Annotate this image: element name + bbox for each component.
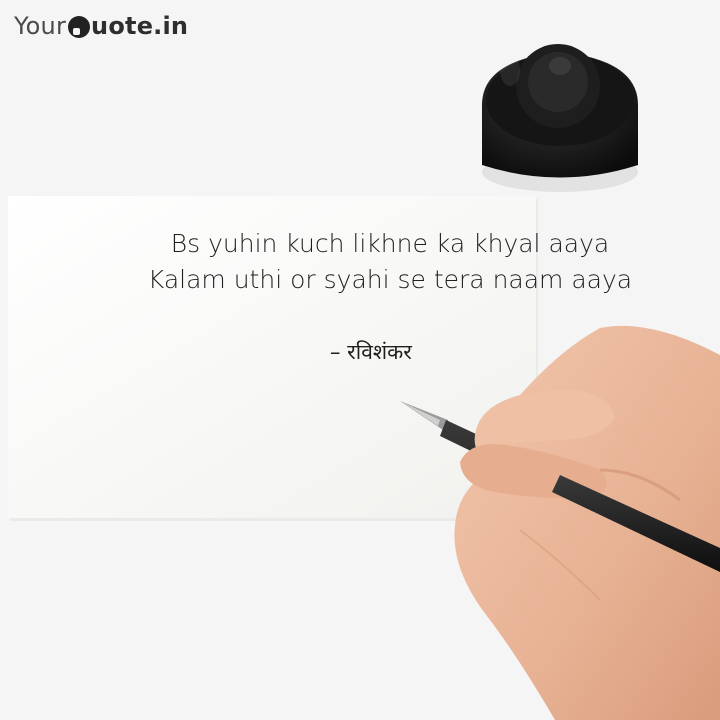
logo-quote-icon [68, 16, 90, 38]
quote-text [60, 226, 720, 298]
logo-suffix: uote.in [91, 12, 189, 40]
quote-line-1: Bs yuhin kuch likhne ka khyal aaya [170, 229, 610, 258]
logo-prefix: Your [14, 12, 67, 40]
quote-author: – रविशंकर [330, 340, 412, 364]
yourquote-logo [14, 12, 188, 40]
quote-line-2: Kalam uthi or syahi se tera naam aaya [147, 265, 633, 294]
